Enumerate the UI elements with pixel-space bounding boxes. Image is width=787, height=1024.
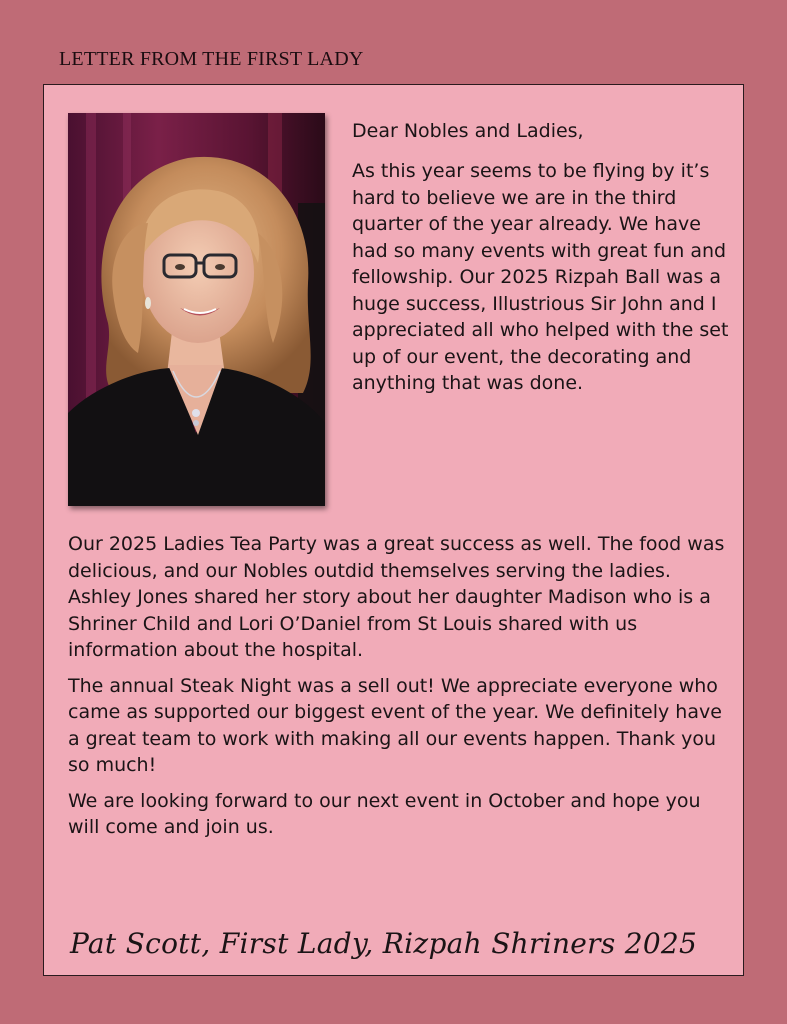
first-lady-photo (68, 113, 325, 506)
signature: Pat Scott, First Lady, Rizpah Shriners 2025 (70, 927, 698, 960)
page-title: LETTER FROM THE FIRST LADY (59, 48, 364, 70)
letter-greeting: Dear Nobles and Ladies, (352, 120, 584, 142)
letter-paragraph: We are looking forward to our next event in October and hope you will come and join us. (68, 789, 701, 838)
letter-body (68, 531, 730, 850)
letter-box (43, 84, 744, 976)
letter-paragraph: Our 2025 Ladies Tea Party was a great success as well. The food was delicious, and our Nobles outdid themselves serving the ladies. Ashley Jones shared her story about her daughter Madison who is a Shriner Child and Lori O’Daniel from St Louis shared with us information about the hospital. (68, 533, 725, 661)
letter-paragraph: The annual Steak Night was a sell out! We appreciate everyone who came as supported our biggest event of the year. We definitely have a great team to work with making all our events happen. Thank you so much! (68, 674, 722, 776)
letter-paragraph: As this year seems to be flying by it’s hard to believe we are in the third quarter of the year already. We have had so many events with great fun and fellowship. Our 2025 Rizpah Ball was a huge success, Illustrious Sir John and I appreciated all who helped with the set up of our event, the decorating and anything that was done. (352, 160, 729, 394)
